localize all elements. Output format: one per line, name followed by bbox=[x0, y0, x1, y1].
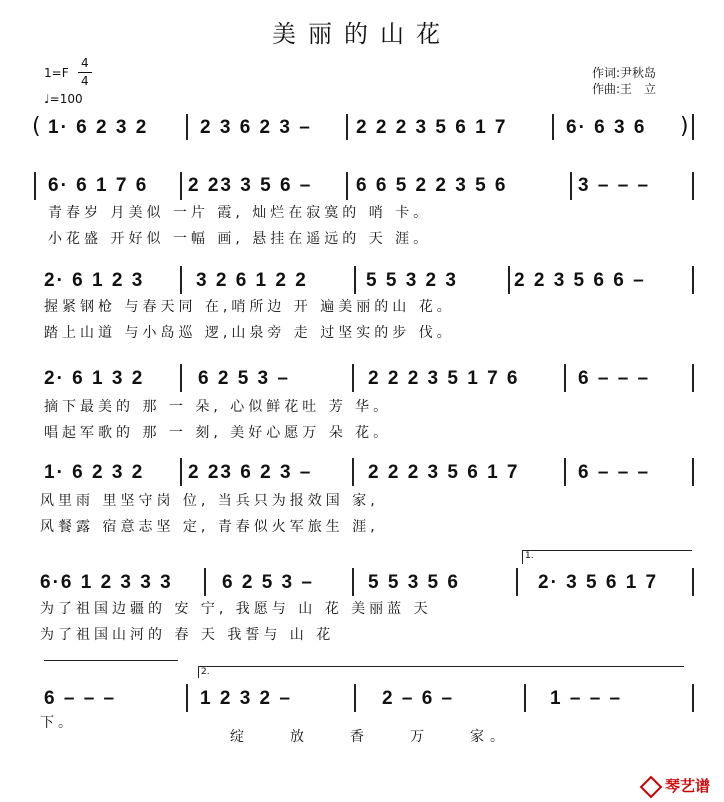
watermark-text: 琴艺谱 bbox=[664, 777, 710, 795]
s5-lyric-verse-1: 为了祖国边疆的 安 宁, 我愿与 山 花 美丽蓝 天 bbox=[40, 601, 432, 617]
repeat-start-barline bbox=[34, 172, 36, 200]
barline bbox=[564, 364, 566, 392]
intro-close-paren: ) bbox=[680, 114, 689, 139]
s1-lyric-verse-1: 青春岁 月美似 一片 霞, 灿烂在寂寞的 哨 卡。 bbox=[48, 205, 432, 221]
s3-measure-2: 6 2 5 3 – bbox=[198, 368, 290, 389]
volta-1-label: 1. bbox=[525, 551, 534, 561]
barline bbox=[354, 684, 356, 712]
intro-open-paren: ( bbox=[32, 114, 41, 139]
barline bbox=[692, 172, 694, 200]
s5-measure-3: 5 5 3 5 6 bbox=[368, 572, 460, 593]
s3-lyric-verse-2: 唱起军歌的 那 一 刻, 美好心愿万 朵 花。 bbox=[44, 425, 392, 441]
repeat-end-barline bbox=[186, 684, 188, 712]
s5-measure-1: 6·6 1 2 3 3 3 bbox=[40, 572, 173, 593]
volta-2-bracket bbox=[198, 666, 199, 678]
barline bbox=[570, 172, 572, 200]
s1-measure-4: 3 – – – bbox=[578, 175, 651, 196]
watermark-logo bbox=[643, 775, 710, 796]
s1-measure-3: 6 6 5 2 2 3 5 6 bbox=[356, 175, 508, 196]
volta-1-continuation-line bbox=[44, 660, 178, 661]
s4-lyric-verse-1: 风里雨 里坚守岗 位, 当兵只为报效国 家, bbox=[40, 493, 379, 509]
s2-lyric-verse-1: 握紧钢枪 与春天同 在,哨所边 开 遍美丽的山 花。 bbox=[44, 299, 455, 315]
s6-lyric-verse-1: 绽 放 香 万 家。 bbox=[230, 729, 510, 745]
barline bbox=[524, 684, 526, 712]
barline bbox=[352, 364, 354, 392]
s6-measure-2: 1 2 3 2 – bbox=[200, 688, 292, 709]
s1-measure-2: 2 23 3 5 6 – bbox=[188, 175, 313, 196]
s4-measure-4: 6 – – – bbox=[578, 462, 651, 483]
s6-lyric-ending: 下。 bbox=[40, 715, 76, 731]
key-signature: 1=F bbox=[44, 66, 69, 80]
barline bbox=[508, 266, 510, 294]
logo-icon bbox=[640, 775, 663, 798]
s2-measure-3: 5 5 3 2 3 bbox=[366, 270, 458, 291]
s5-lyric-verse-2: 为了祖国山河的 春 天 我誓与 山 花 bbox=[40, 627, 335, 643]
barline bbox=[346, 114, 348, 140]
s6-measure-1: 6 – – – bbox=[44, 688, 117, 709]
s3-lyric-verse-1: 摘下最美的 那 一 朵, 心似鲜花吐 芳 华。 bbox=[44, 399, 392, 415]
barline bbox=[352, 458, 354, 486]
s6-measure-4: 1 – – – bbox=[550, 688, 623, 709]
s5-measure-4: 2· 3 5 6 1 7 bbox=[538, 572, 659, 593]
final-barline bbox=[692, 684, 694, 712]
s2-lyric-verse-2: 踏上山道 与小岛巡 逻,山泉旁 走 过坚实的步 伐。 bbox=[44, 325, 455, 341]
intro-measure-1: 1· 6 2 3 2 bbox=[48, 117, 149, 138]
barline bbox=[552, 114, 554, 140]
barline bbox=[204, 568, 206, 596]
s1-lyric-verse-2: 小花盛 开好似 一幅 画, 悬挂在遥远的 天 涯。 bbox=[48, 231, 432, 247]
barline bbox=[180, 172, 182, 200]
time-signature-bottom: 4 bbox=[81, 74, 89, 88]
barline bbox=[354, 266, 356, 294]
barline bbox=[692, 266, 694, 294]
tempo-marking: ♩=100 bbox=[44, 92, 83, 106]
barline bbox=[180, 458, 182, 486]
s4-measure-3: 2 2 2 3 5 6 1 7 bbox=[368, 462, 520, 483]
song-title: 美丽的山花 bbox=[272, 20, 452, 48]
intro-measure-4: 6· 6 3 6 bbox=[566, 117, 647, 138]
volta-2-line bbox=[198, 666, 684, 667]
s1-measure-1: 6· 6 1 7 6 bbox=[48, 175, 149, 196]
s3-measure-4: 6 – – – bbox=[578, 368, 651, 389]
volta-2-label: 2. bbox=[201, 667, 210, 677]
s4-lyric-verse-2: 风餐露 宿意志坚 定, 青春似火军旅生 涯, bbox=[40, 519, 379, 535]
s5-measure-2: 6 2 5 3 – bbox=[222, 572, 314, 593]
time-signature-top: 4 bbox=[81, 56, 89, 70]
s3-measure-1: 2· 6 1 3 2 bbox=[44, 368, 145, 389]
s4-measure-1: 1· 6 2 3 2 bbox=[44, 462, 145, 483]
barline bbox=[692, 568, 694, 596]
repeat-end-barline bbox=[516, 568, 518, 596]
volta-1-line bbox=[522, 550, 692, 551]
barline bbox=[180, 364, 182, 392]
s4-measure-2: 2 23 6 2 3 – bbox=[188, 462, 313, 483]
barline bbox=[180, 266, 182, 294]
intro-measure-2: 2 3 6 2 3 – bbox=[200, 117, 312, 138]
s2-measure-2: 3 2 6 1 2 2 bbox=[196, 270, 308, 291]
barline bbox=[564, 458, 566, 486]
barline bbox=[352, 568, 354, 596]
time-signature-line bbox=[78, 72, 92, 73]
barline bbox=[692, 458, 694, 486]
lyricist-credit: 作词:尹秋岛 bbox=[592, 66, 657, 80]
composer-credit: 作曲:王 立 bbox=[592, 82, 657, 96]
s3-measure-3: 2 2 2 3 5 1 7 6 bbox=[368, 368, 520, 389]
final-barline bbox=[692, 114, 694, 140]
barline bbox=[346, 172, 348, 200]
barline bbox=[692, 364, 694, 392]
intro-measure-3: 2 2 2 3 5 6 1 7 bbox=[356, 117, 508, 138]
barline bbox=[186, 114, 188, 140]
s2-measure-1: 2· 6 1 2 3 bbox=[44, 270, 145, 291]
s6-measure-3: 2 – 6 – bbox=[382, 688, 455, 709]
volta-1-bracket bbox=[522, 550, 523, 564]
s2-measure-4: 2 2 3 5 6 6 – bbox=[514, 270, 646, 291]
